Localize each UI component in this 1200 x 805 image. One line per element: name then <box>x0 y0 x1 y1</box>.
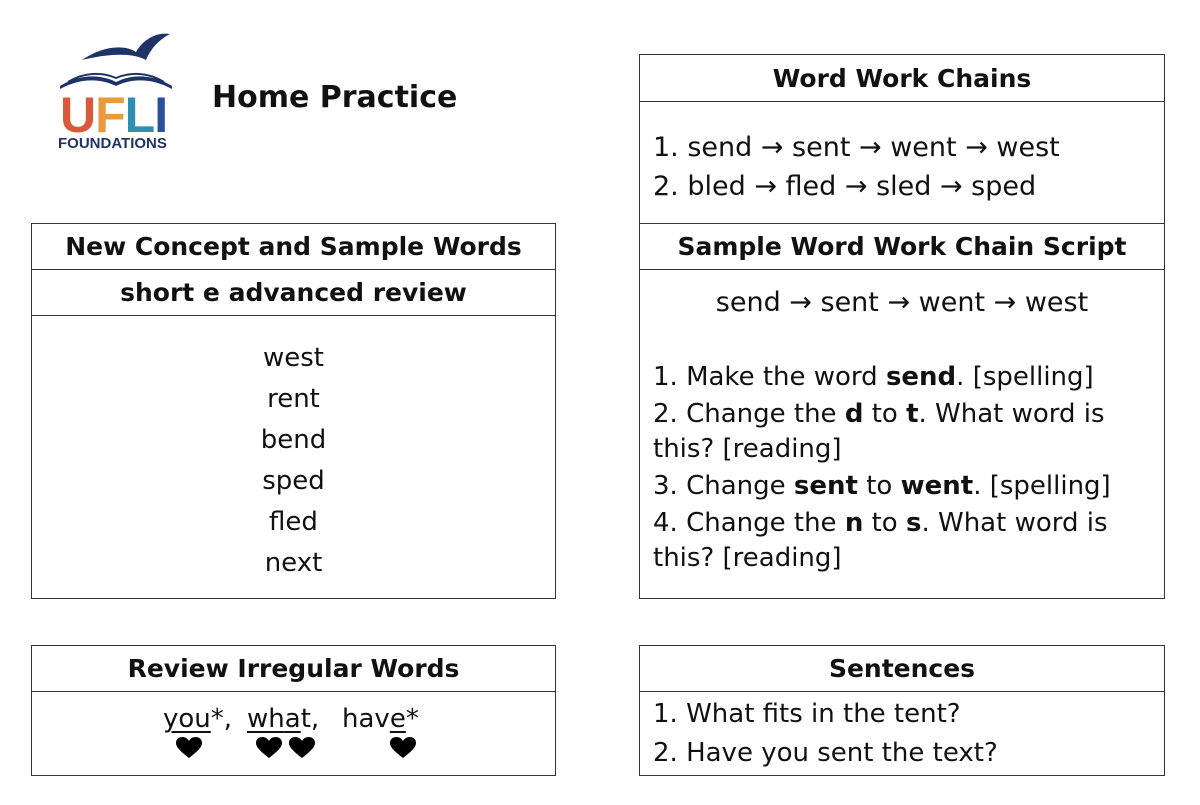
chain-list <box>640 102 1164 206</box>
concept-header: New Concept and Sample Words <box>32 224 555 270</box>
script-step: 3. Change sent to went. [spelling] <box>653 471 1111 501</box>
irregular-word-you: you*, <box>163 704 233 734</box>
sample-word: rent <box>267 384 320 414</box>
heart-icon <box>390 737 416 759</box>
chain-script-box <box>639 223 1165 599</box>
irregular-word-have: have* <box>342 704 419 734</box>
script-steps <box>640 360 1164 576</box>
heart-icon <box>256 737 282 759</box>
sentences-box <box>639 645 1165 776</box>
sentence-list <box>640 692 1164 773</box>
chains-header: Word Work Chains <box>640 55 1164 102</box>
irregular-header: Review Irregular Words <box>32 646 555 692</box>
irregular-word-what: what, <box>247 704 320 734</box>
sample-word-list <box>32 316 555 584</box>
sentence-item: 2. Have you sent the text? <box>653 738 998 768</box>
sample-word: bend <box>260 425 327 455</box>
script-step: 1. Make the word send. [spelling] <box>653 362 1094 392</box>
open-book-icon <box>56 62 176 90</box>
concept-box <box>31 223 556 599</box>
sample-word: next <box>264 548 323 578</box>
heart-icon <box>289 737 315 759</box>
script-step: 2. Change the d to t. What word is this? [reading] <box>653 399 1105 464</box>
heart-icon <box>176 737 202 759</box>
sentence-item: 1. What fits in the tent? <box>653 699 961 729</box>
sample-word: west <box>262 343 324 373</box>
concept-subheader: short e advanced review <box>32 270 555 316</box>
irregular-words-box <box>31 645 556 776</box>
chain-item: 2. bled → fled → sled → sped <box>653 171 1037 202</box>
script-step: 4. Change the n to s. What word is this? [reading] <box>653 508 1108 573</box>
irregular-word-row <box>32 692 555 775</box>
word-chains-box <box>639 54 1165 224</box>
ufli-logo <box>56 32 176 157</box>
sample-word: sped <box>262 466 325 496</box>
page-title: Home Practice <box>212 80 458 115</box>
script-header: Sample Word Work Chain Script <box>640 224 1164 270</box>
logo-wordmark: UFLI <box>60 87 168 143</box>
logo-subtitle: FOUNDATIONS <box>58 135 167 152</box>
sentences-header: Sentences <box>640 646 1164 692</box>
sample-word: fled <box>269 507 318 537</box>
chain-item: 1. send → sent → went → west <box>653 132 1060 163</box>
script-chain: send → sent → went → west <box>715 287 1089 318</box>
